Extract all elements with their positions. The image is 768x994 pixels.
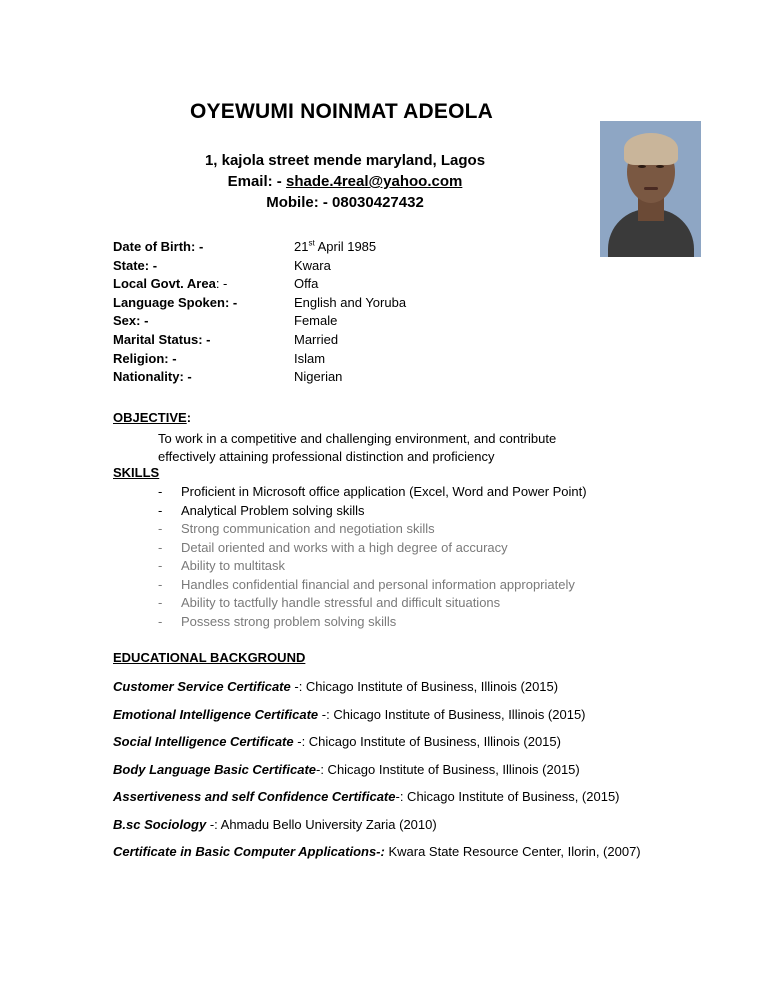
info-value: Offa — [294, 276, 319, 292]
skills-heading: SKILLS — [113, 465, 160, 480]
candidate-name: OYEWUMI NOINMAT ADEOLA — [190, 100, 494, 123]
list-item: Customer Service Certificate -: Chicago Institute of Business, Illinois (2015) — [113, 679, 559, 694]
info-value: Female — [294, 313, 338, 329]
list-item: Assertiveness and self Confidence Certificate-: Chicago Institute of Business, (2015) — [113, 789, 620, 804]
profile-photo — [600, 121, 701, 257]
info-value: Islam — [294, 350, 326, 366]
info-label: Local Govt. Area: - — [113, 276, 228, 292]
list-item: Emotional Intelligence Certificate -: Chicago Institute of Business, Illinois (2015) — [113, 706, 586, 722]
objective-text: To work in a competitive and challenging environment, and contribute effectively attaining professional distinction and proficiency — [158, 431, 557, 464]
education-heading: EDUCATIONAL BACKGROUND — [113, 650, 306, 665]
info-value: Nigerian — [294, 369, 343, 385]
info-label: Nationality: - — [113, 369, 192, 385]
info-label: Language Spoken: - — [113, 294, 238, 310]
email-label: Email: - — [227, 173, 286, 190]
education-list — [113, 678, 641, 871]
info-value: Married — [294, 331, 339, 347]
info-value: English and Yoruba — [294, 294, 407, 310]
list-item: Certificate in Basic Computer Applications-: Kwara State Resource Center, Ilorin, (2007) — [113, 844, 641, 859]
objective-heading: OBJECTIVE: — [113, 410, 192, 425]
contact-block — [160, 150, 530, 213]
list-item: B.sc Sociology -: Ahmadu Bello University Zaria (2010) — [113, 816, 437, 832]
mobile: Mobile: - 08030427432 — [266, 194, 424, 211]
info-label: Marital Status: - — [113, 331, 211, 347]
list-item: Body Language Basic Certificate-: Chicago Institute of Business, Illinois (2015) — [113, 761, 580, 777]
info-value: 21st April 1985 — [294, 238, 377, 254]
email-link[interactable]: shade.4real@yahoo.com — [285, 173, 463, 190]
info-label: Date of Birth: - — [113, 239, 204, 254]
info-label: Religion: - — [113, 350, 177, 366]
info-value: Kwara — [294, 257, 331, 273]
email-line — [160, 171, 530, 192]
info-label: State: - — [113, 257, 158, 273]
info-label: Sex: - — [113, 313, 149, 329]
resume-page: OYEWUMI NOINMAT ADEOLA 1, kajola street mende maryland, Lagos Email: - shade.4real@yahoo.com Mobile: - 08030427432 Date of Birth: - 21st April 1985 State: - Kwara Local Govt. Area: - Offa Language Spoken: - English and Yoruba Sex: - Female Marital Status: - Married Religion: - Islam Nationality: - Nigerian OBJECTIVE: To work in a competitive and challenging environment, and contribute effectively attaining professional distinction and proficiency SKILLS - Proficient in Microsoft office application (Excel, Word and Power Point) - Analytical Problem solving skills - Strong communication and negotiation skills - Detail oriented and works with a high degree of accuracy - Ability to multitask - Handles confidential financial and personal information appropriately - Ability to tactfully handle stressful and difficult situations - Possess strong problem solving skills EDUCATIONAL BACKGROUND Customer Service Certificate -: Chicago Institute of Business, Illinois (2015) Emotional Intelligence Certificate -: Chicago Institute of Business, Illinois (2015) Social Intelligence Certificate -: Chicago Institute of Business, Illinois (2015) Body Language Basic Certificate-: Chicago Institute of Business, Illinois (2015) Assertiveness and self Confidence Certificate-: Chicago Institute of Business, (2015) B.sc Sociology -: Ahmadu Bello University Zaria (2010) Certificate in Basic Computer Applications-: Kwara State Resource Center, Ilorin, (2007) — [0, 0, 768, 994]
address: 1, kajola street mende maryland, Lagos — [204, 152, 486, 169]
list-item: Social Intelligence Certificate -: Chicago Institute of Business, Illinois (2015) — [113, 734, 561, 749]
